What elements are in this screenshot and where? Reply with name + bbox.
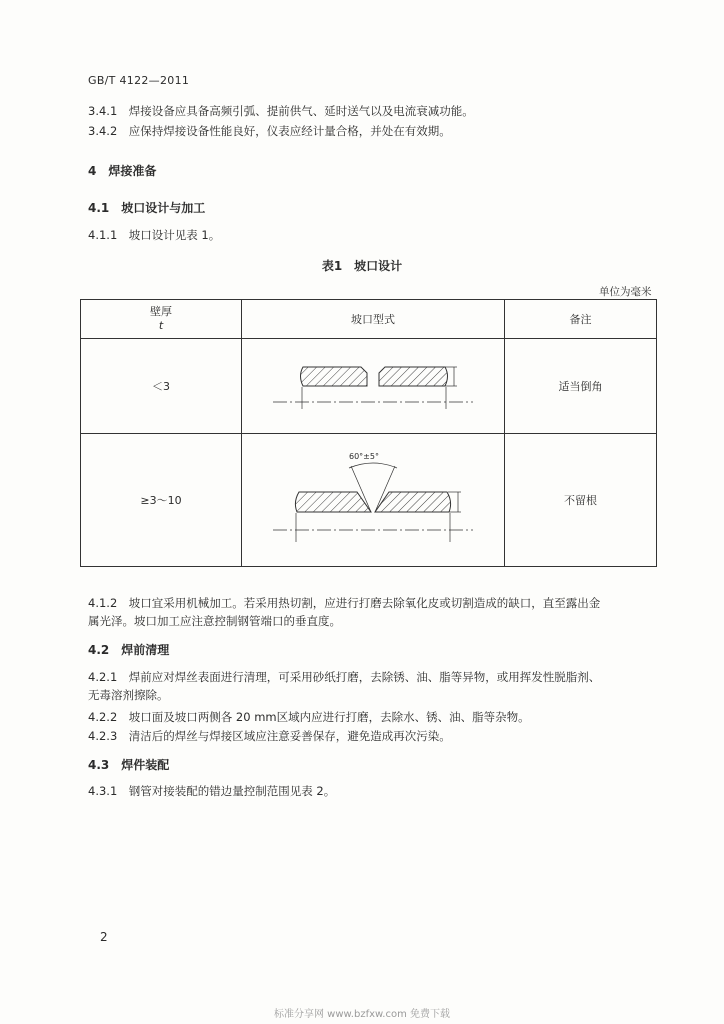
section-4-1-heading: 4.1 坡口设计与加工 [88,201,206,215]
square-groove-diagram [273,351,473,421]
header-thickness [81,300,242,339]
clause-number: 4.1.2 [88,596,118,610]
watermark-footer: 标准分享网 www.bzfxw.com 免费下载 [274,1009,450,1020]
clause-number: 3.4.2 [88,124,118,138]
clause-text: 坡口宜采用机械加工。若采用热切割，应进行打磨去除氧化皮或切割造成的缺口，直至露出金 [128,596,601,610]
row1-groove-diagram [242,339,505,434]
row1-note: 适当倒角 [505,339,657,434]
clause-4-2-2 [88,710,530,724]
header-thickness-label: 壁厚 [150,305,172,318]
v-groove-diagram [273,450,473,550]
clause-number: 4.3.1 [88,784,118,798]
table-row [81,339,657,434]
clause-4-3-1 [88,784,335,798]
header-thickness-symbol: t [158,319,164,332]
clause-4-2-1-line1 [88,670,600,684]
groove-angle-label: 60°±5° [349,452,379,461]
clause-4-1-1 [88,228,220,242]
clause-number: 4.1.1 [88,228,118,242]
clause-4-1-2-line2: 属光泽。坡口加工应注意控制钢管端口的垂直度。 [88,614,341,628]
header-note: 备注 [505,300,657,339]
clause-text: 坡口面及坡口两侧各 20 mm区域内应进行打磨，去除水、锈、油、脂等杂物。 [128,710,530,724]
clause-3-4-2 [88,124,451,138]
groove-design-table [80,299,657,567]
row2-note: 不留根 [505,434,657,567]
clause-text: 焊前应对焊丝表面进行清理，可采用砂纸打磨，去除锈、油、脂等异物，或用挥发性脱脂剂、 [128,670,601,684]
section-4-heading: 4 焊接准备 [88,164,157,178]
table-row [81,434,657,567]
clause-number: 4.2.3 [88,729,118,743]
clause-text: 焊接设备应具备高频引弧、提前供气、延时送气以及电流衰减功能。 [128,104,474,118]
clause-4-1-2-line1 [88,596,600,610]
clause-text: 坡口设计见表 1。 [128,228,221,242]
row2-groove-diagram [242,434,505,567]
clause-number: 4.2.1 [88,670,118,684]
section-4-2-heading: 4.2 焊前清理 [88,643,170,657]
section-4-3-heading: 4.3 焊件装配 [88,758,170,772]
clause-3-4-1 [88,104,474,118]
header-form: 坡口型式 [242,300,505,339]
clause-text: 清洁后的焊丝与焊接区域应注意妥善保存，避免造成再次污染。 [128,729,451,743]
clause-4-2-1-line2: 无毒溶剂擦除。 [88,688,169,702]
clause-number: 3.4.1 [88,104,118,118]
table-caption: 表1 坡口设计 [321,259,403,273]
clause-number: 4.2.2 [88,710,118,724]
clause-4-2-3 [88,729,451,743]
row1-thickness: ＜3 [81,339,242,434]
row2-thickness: ≥3～10 [81,434,242,567]
clause-text: 应保持焊接设备性能良好，仪表应经计量合格，并处在有效期。 [128,124,451,138]
page-number: 2 [100,930,108,944]
document-header: GB/T 4122—2011 [88,74,190,87]
clause-text: 钢管对接装配的错边量控制范围见表 2。 [128,784,336,798]
table-unit: 单位为毫米 [599,286,652,298]
